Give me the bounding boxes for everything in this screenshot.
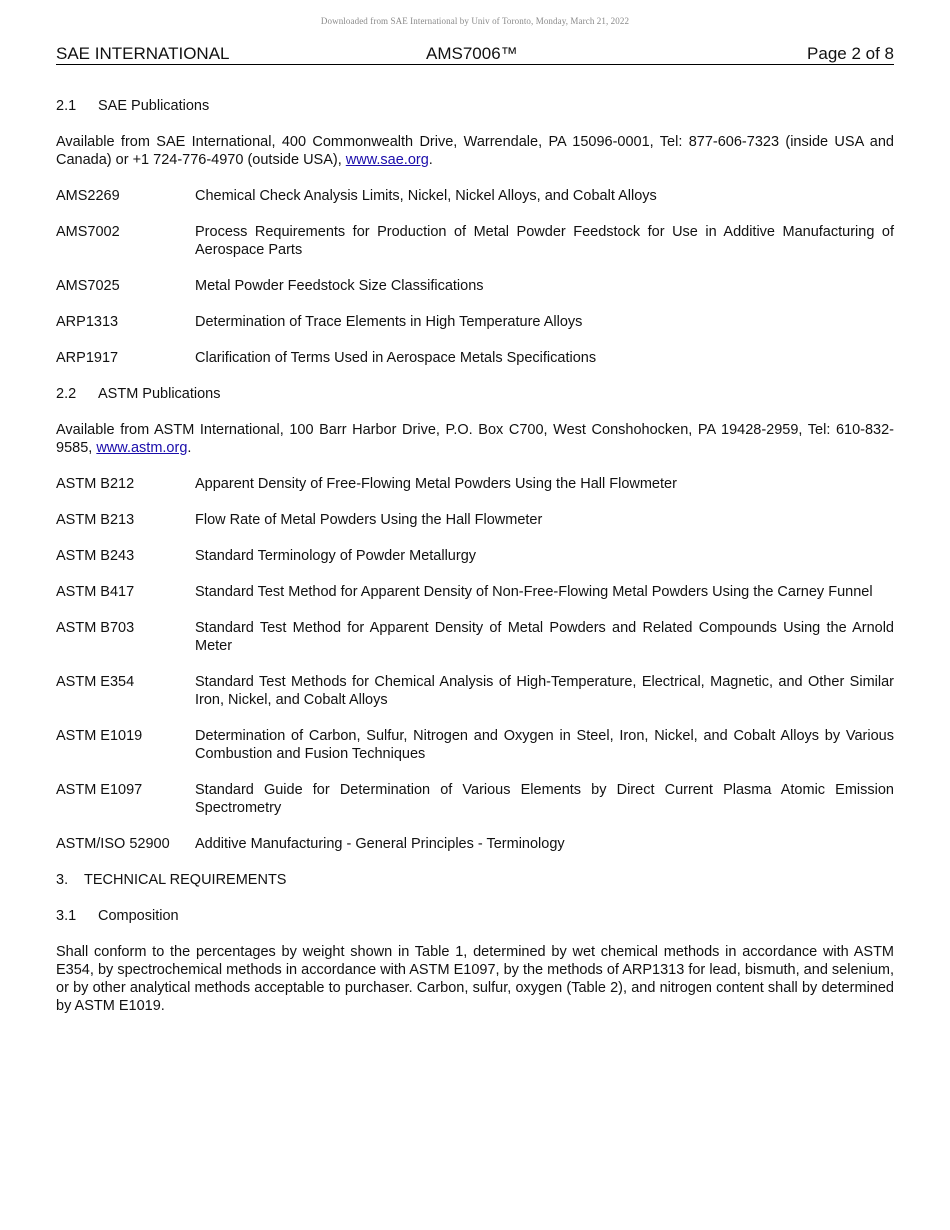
reference-title: Apparent Density of Free-Flowing Metal Powders Using the Hall Flowmeter bbox=[195, 476, 677, 492]
reference-code: AMS2269 bbox=[56, 188, 120, 204]
sentence-end: . bbox=[428, 152, 433, 168]
reference-title: Standard Test Methods for Chemical Analysis of High-Temperature, Electrical, Magnetic, and Other Similar Iron, Nickel, and Cobalt Alloys bbox=[195, 674, 894, 708]
sae-availability-paragraph bbox=[56, 133, 894, 169]
download-watermark: Downloaded from SAE International by Univ of Toronto, Monday, March 21, 2022 bbox=[320, 16, 630, 26]
reference-title: Additive Manufacturing - General Principles - Terminology bbox=[195, 836, 565, 852]
reference-code: ASTM B243 bbox=[56, 548, 135, 564]
reference-row bbox=[56, 277, 894, 295]
reference-title: Determination of Trace Elements in High Temperature Alloys bbox=[195, 314, 583, 330]
reference-title: Process Requirements for Production of Metal Powder Feedstock for Use in Additive Manufacturing of Aerospace Parts bbox=[195, 224, 894, 258]
reference-title: Standard Test Method for Apparent Density of Non-Free-Flowing Metal Powders Using the Carney Funnel bbox=[195, 584, 873, 600]
astm-availability-text: Available from ASTM International, 100 Barr Harbor Drive, P.O. Box C700, West Conshohocken, PA 19428-2959, Tel: 610-832-9585, bbox=[56, 422, 894, 456]
sae-availability-text: Available from SAE International, 400 Commonwealth Drive, Warrendale, PA 15096-0001, Tel: 877-606-7323 (inside USA and Canada) or +1 724-776-4970 (outside USA), bbox=[56, 134, 894, 168]
section-number: 3. bbox=[56, 872, 69, 888]
reference-title: Standard Test Method for Apparent Density of Metal Powders and Related Compounds Using the Arnold Meter bbox=[195, 620, 894, 654]
reference-code: AMS7025 bbox=[56, 278, 120, 294]
reference-row bbox=[56, 835, 894, 853]
reference-row bbox=[56, 781, 894, 817]
reference-title: Clarification of Terms Used in Aerospace Metals Specifications bbox=[195, 350, 597, 366]
reference-title: Flow Rate of Metal Powders Using the Hall Flowmeter bbox=[195, 512, 543, 528]
section-3-heading bbox=[56, 871, 894, 889]
reference-title: Determination of Carbon, Sulfur, Nitrogen and Oxygen in Steel, Iron, Nickel, and Cobalt Alloys by Various Combustion and Fusion Techniques bbox=[195, 728, 894, 762]
section-title: ASTM Publications bbox=[98, 386, 221, 402]
sentence-end: . bbox=[187, 440, 192, 456]
reference-row bbox=[56, 619, 894, 655]
reference-row bbox=[56, 547, 894, 565]
reference-title: Standard Terminology of Powder Metallurgy bbox=[195, 548, 477, 564]
reference-code: ASTM B213 bbox=[56, 512, 135, 528]
astm-website-link[interactable]: www.astm.org bbox=[96, 440, 188, 456]
header-document-number: AMS7006™ bbox=[426, 44, 518, 63]
reference-row bbox=[56, 583, 894, 601]
reference-title: Chemical Check Analysis Limits, Nickel, Nickel Alloys, and Cobalt Alloys bbox=[195, 188, 657, 204]
section-2-2-heading bbox=[56, 385, 894, 403]
reference-code: ARP1917 bbox=[56, 350, 119, 366]
astm-availability-paragraph bbox=[56, 421, 894, 457]
reference-title: Metal Powder Feedstock Size Classifications bbox=[195, 278, 484, 294]
reference-code: ASTM B417 bbox=[56, 584, 135, 600]
reference-code: AMS7002 bbox=[56, 224, 120, 240]
document-body bbox=[56, 97, 894, 1033]
reference-row bbox=[56, 313, 894, 331]
reference-row bbox=[56, 475, 894, 493]
reference-code: ASTM E1019 bbox=[56, 728, 143, 744]
reference-row bbox=[56, 187, 894, 205]
section-number: 2.2 bbox=[56, 386, 77, 402]
page-header bbox=[56, 44, 894, 65]
section-title: SAE Publications bbox=[98, 98, 210, 114]
reference-row bbox=[56, 727, 894, 763]
sae-website-link[interactable]: www.sae.org bbox=[345, 152, 429, 168]
section-title: TECHNICAL REQUIREMENTS bbox=[84, 872, 287, 888]
reference-code: ASTM/ISO 52900 bbox=[56, 836, 170, 852]
composition-paragraph: Shall conform to the percentages by weight shown in Table 1, determined by wet chemical methods in accordance with ASTM E354, by spectrochemical methods in accordance with ASTM E1097, by the methods of ARP1313 for lead, bismuth, and selenium, or by other analytical methods acceptable to purchaser. Carbon, sulfur, oxygen (Table 2), and nitrogen content shall by determined by ASTM E1019. bbox=[56, 944, 894, 1014]
section-number: 2.1 bbox=[56, 98, 77, 114]
reference-row bbox=[56, 511, 894, 529]
reference-code: ASTM B212 bbox=[56, 476, 135, 492]
section-2-1-heading bbox=[56, 97, 894, 115]
header-organization: SAE INTERNATIONAL bbox=[56, 44, 230, 63]
reference-row bbox=[56, 349, 894, 367]
reference-code: ASTM B703 bbox=[56, 620, 135, 636]
reference-code: ASTM E354 bbox=[56, 674, 135, 690]
section-title: Composition bbox=[98, 908, 179, 924]
section-3-1-heading bbox=[56, 907, 894, 925]
reference-code: ASTM E1097 bbox=[56, 782, 143, 798]
section-number: 3.1 bbox=[56, 908, 77, 924]
reference-row bbox=[56, 223, 894, 259]
reference-code: ARP1313 bbox=[56, 314, 119, 330]
reference-title: Standard Guide for Determination of Various Elements by Direct Current Plasma Atomic Emission Spectrometry bbox=[195, 782, 894, 816]
reference-row bbox=[56, 673, 894, 709]
header-page-number: Page 2 of 8 bbox=[807, 44, 894, 63]
